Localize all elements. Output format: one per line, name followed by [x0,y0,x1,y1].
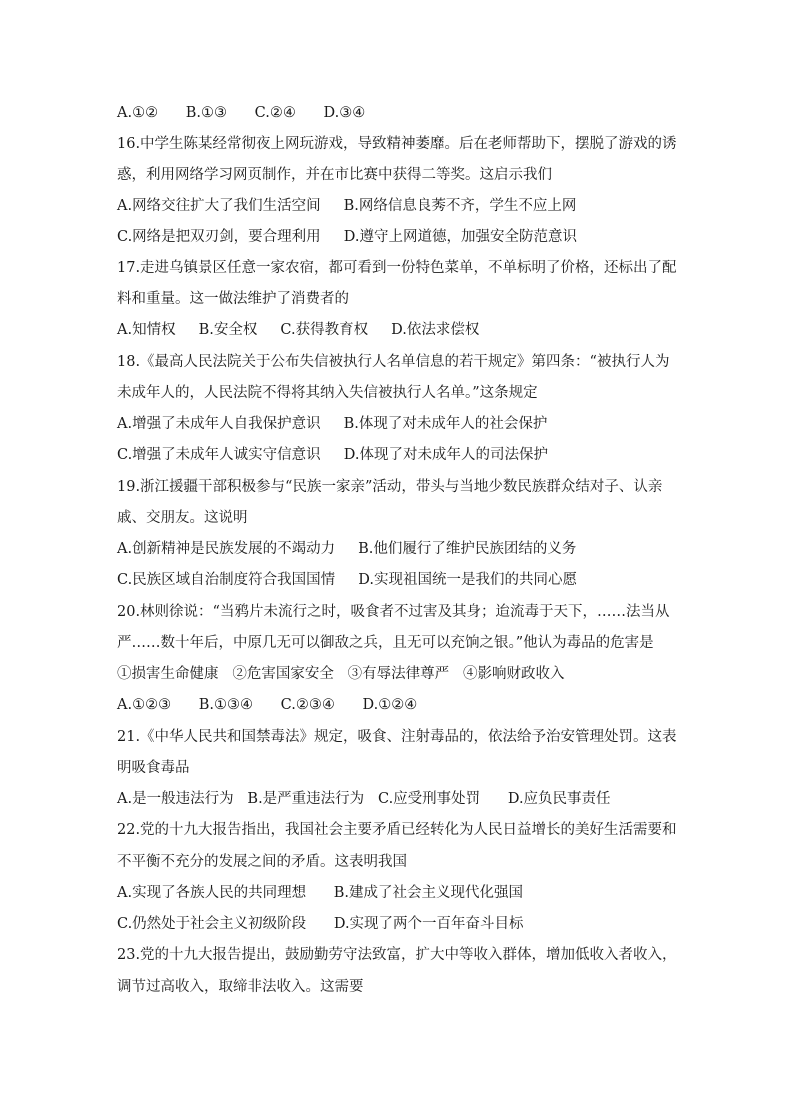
q22-options-cd: C.仍然处于社会主义初级阶段 D.实现了两个一百年奋斗目标 [117,916,524,932]
q23-stem-line-2: 调节过高收入，取缔非法收入。这需要 [117,979,364,995]
q18-stem-line-2: 未成年人的，人民法院不得将其纳入失信被执行人名单。”这条规定 [117,385,538,401]
q20-stem-line-2: 严……数十年后，中原几无可以御敌之兵，且无可以充饷之银。”他认为毒品的危害是 [117,635,654,651]
q22-stem-line-1: 22.党的十九大报告指出，我国社会主要矛盾已经转化为人民日益增长的美好生活需要和 [117,822,677,838]
q19-stem-line-2: 戚、交朋友。这说明 [117,510,248,526]
q22-options-ab: A.实现了各族人民的共同理想 B.建成了社会主义现代化强国 [117,885,523,901]
q20-stem-line-1: 20.林则徐说：“当鸦片未流行之时，吸食者不过害及其身；迨流毒于天下，……法当从 [117,604,670,620]
q21-options: A.是一般违法行为 B.是严重违法行为 C.应受刑事处罚 D.应负民事责任 [117,791,611,807]
q17-stem-line-1: 17.走进乌镇景区任意一家农宿，都可看到一份特色菜单，不单标明了价格，还标出了配 [117,260,677,276]
q23-stem-line-1: 23.党的十九大报告提出，鼓励勤劳守法致富，扩大中等收入群体，增加低收入者收入， [117,947,677,963]
q19-options-ab: A.创新精神是民族发展的不竭动力 B.他们履行了维护民族团结的义务 [117,541,577,557]
q15-options: A.①② B.①③ C.②④ D.③④ [117,105,366,121]
q17-stem-line-2: 料和重量。这一做法维护了消费者的 [117,291,349,307]
q18-stem-line-1: 18.《最高人民法院关于公布失信被执行人名单信息的若干规定》第四条：“被执行人为 [117,354,670,370]
q19-options-cd: C.民族区域自治制度符合我国国情 D.实现祖国统一是我们的共同心愿 [117,572,577,588]
q19-stem-line-1: 19.浙江援疆干部积极参与“民族一家亲”活动，带头与当地少数民族群众结对子、认亲 [117,479,663,495]
q17-options: A.知情权 B.安全权 C.获得教育权 D.依法求偿权 [117,322,480,338]
q21-stem-line-2: 明吸食毒品 [117,760,190,776]
q16-options-cd: C.网络是把双刃剑，要合理利用 D.遵守上网道德，加强安全防范意识 [117,229,577,245]
q18-options-ab: A.增强了未成年人自我保护意识 B.体现了对未成年人的社会保护 [117,416,548,432]
q21-stem-line-1: 21.《中华人民共和国禁毒法》规定，吸食、注射毒品的，依法给予治安管理处罚。这表 [117,729,677,745]
q20-statements: ①损害生命健康 ②危害国家安全 ③有辱法律尊严 ④影响财政收入 [117,666,565,682]
q16-options-ab: A.网络交往扩大了我们生活空间 B.网络信息良莠不齐，学生不应上网 [117,198,577,214]
q16-stem-line-2: 惑，利用网络学习网页制作，并在市比赛中获得二等奖。这启示我们 [117,167,552,183]
q22-stem-line-2: 不平衡不充分的发展之间的矛盾。这表明我国 [117,854,407,870]
q16-stem-line-1: 16.中学生陈某经常彻夜上网玩游戏，导致精神萎靡。后在老师帮助下，摆脱了游戏的诱 [117,136,677,152]
q18-options-cd: C.增强了未成年人诚实守信意识 D.体现了对未成年人的司法保护 [117,447,548,463]
q20-options: A.①②③ B.①③④ C.②③④ D.①②④ [117,697,418,713]
